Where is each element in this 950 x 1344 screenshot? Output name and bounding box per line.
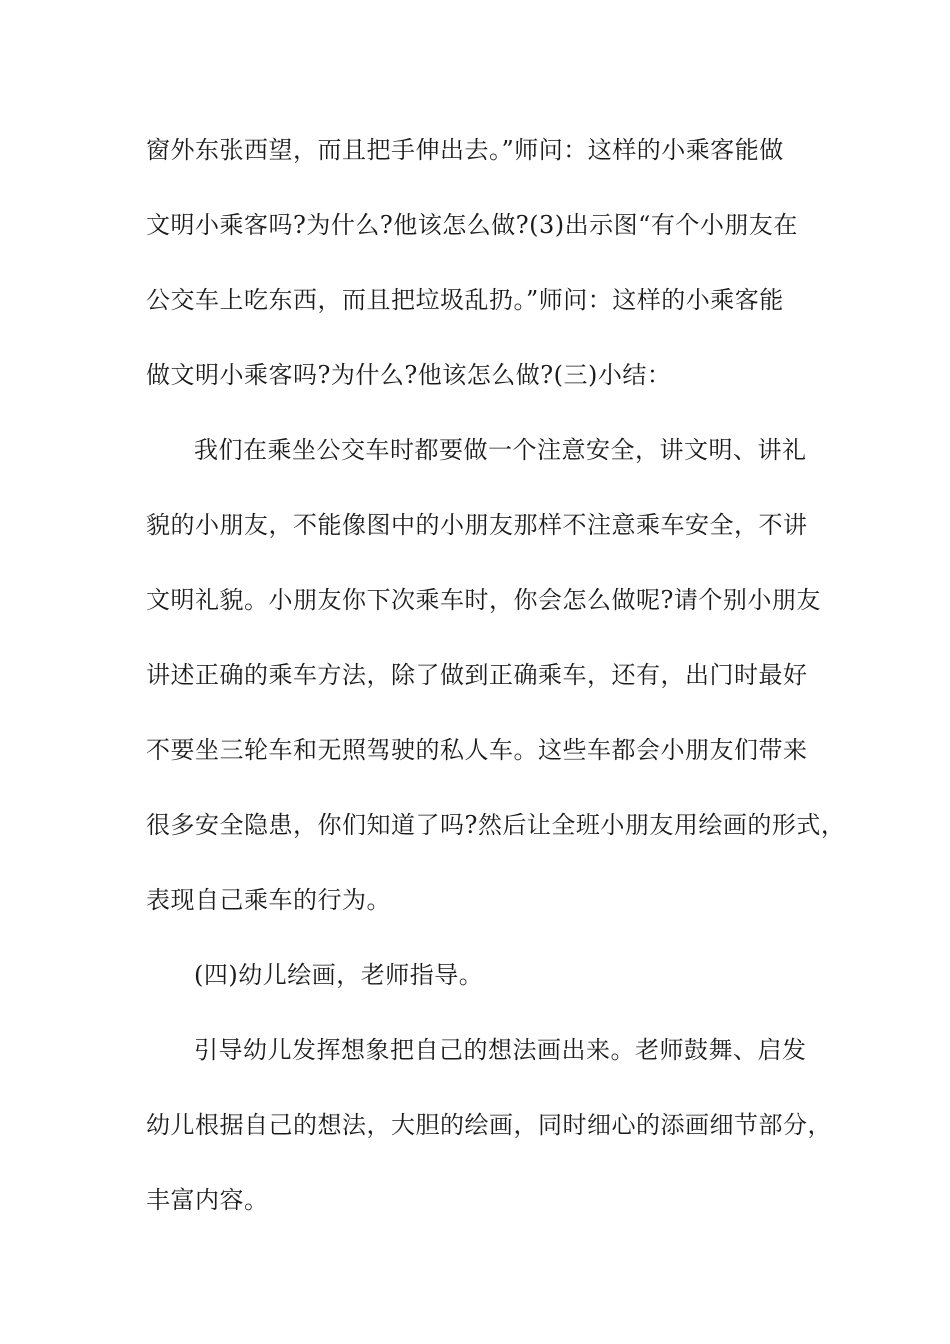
text-line: 公交车上吃东西，而且把垃圾乱扔。”师问：这样的小乘客能 xyxy=(146,286,784,314)
text-line: 文明小乘客吗?为什么?他该怎么做?(3)出示图“有个小朋友在 xyxy=(146,211,798,239)
text-line: 丰富内容。 xyxy=(146,1186,269,1214)
text-line: 很多安全隐患，你们知道了吗?然后让全班小朋友用绘画的形式， xyxy=(146,811,846,839)
text-line: 幼儿根据自己的想法，大胆的绘画，同时细心的添画细节部分， xyxy=(146,1111,832,1139)
paragraph-first-line: 引导幼儿发挥想象把自己的想法画出来。老师鼓舞、启发 xyxy=(194,1036,807,1064)
text-line: 做文明小乘客吗?为什么?他该怎么做?(三)小结： xyxy=(146,361,672,389)
text-line: 貌的小朋友，不能像图中的小朋友那样不注意乘车安全，不讲 xyxy=(146,511,808,539)
text-line: 窗外东张西望，而且把手伸出去。”师问：这样的小乘客能做 xyxy=(146,136,784,164)
section-heading: (四)幼儿绘画，老师指导。 xyxy=(194,961,484,989)
text-line: 不要坐三轮车和无照驾驶的私人车。这些车都会小朋友们带来 xyxy=(146,736,808,764)
text-line: 讲述正确的乘车方法，除了做到正确乘车，还有，出门时最好 xyxy=(146,661,808,689)
text-line: 文明礼貌。小朋友你下次乘车时，你会怎么做呢?请个别小朋友 xyxy=(146,586,821,614)
text-line: 表现自己乘车的行为。 xyxy=(146,886,391,914)
paragraph-first-line: 我们在乘坐公交车时都要做一个注意安全，讲文明、讲礼 xyxy=(194,436,807,464)
